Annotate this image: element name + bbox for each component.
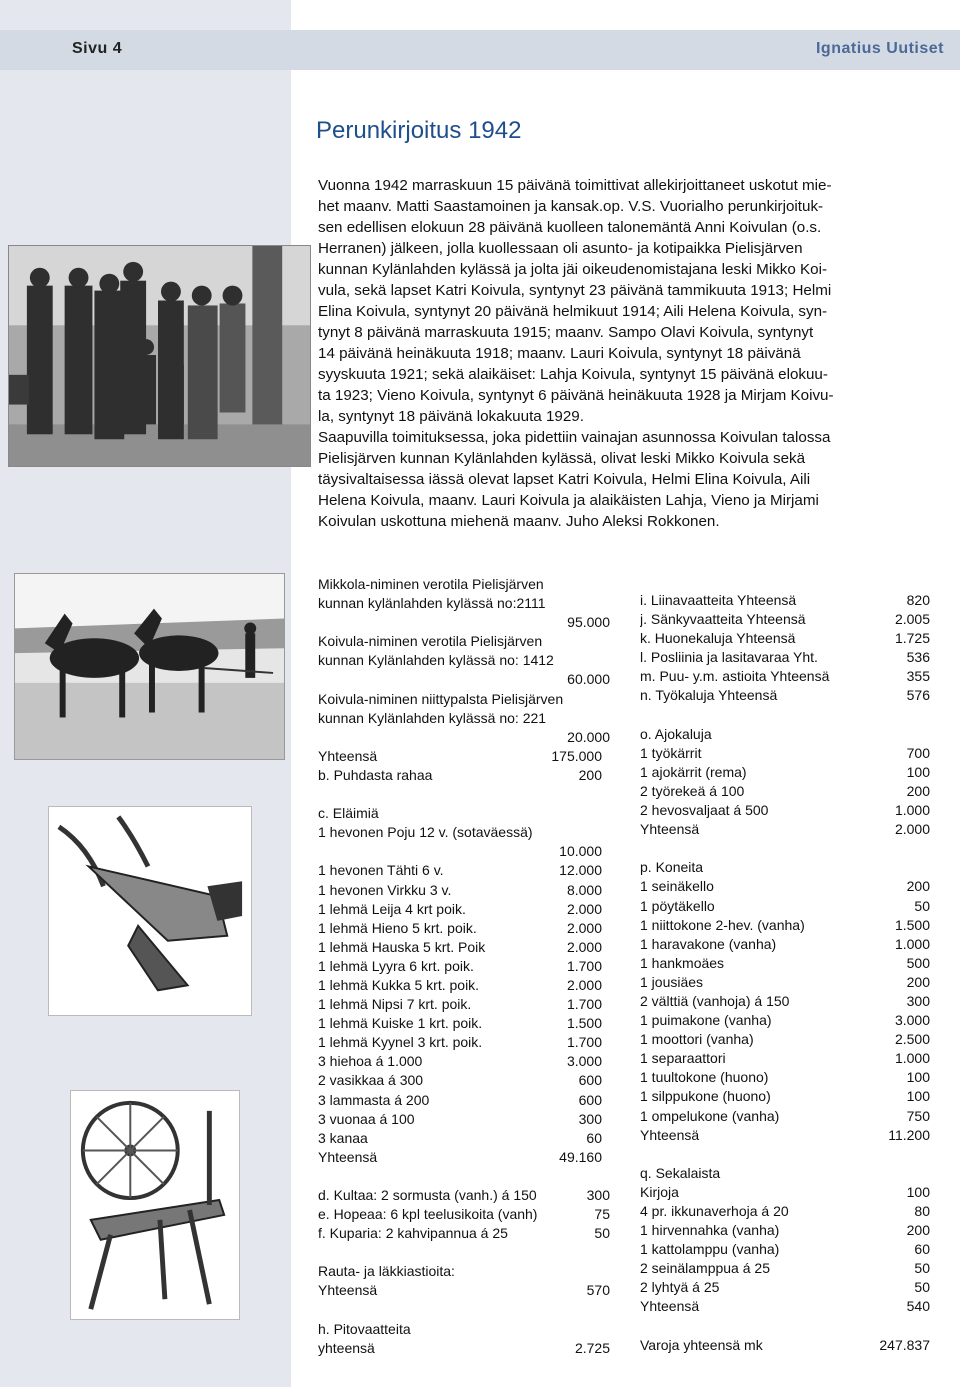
machine-row-value: 2.500 [894,1031,930,1048]
metal-row-label: f. Kuparia: 2 kahvipannua á 25 [318,1225,508,1242]
linen-row-value: 536 [906,649,930,666]
machine-row-value: 1.000 [894,1050,930,1067]
machine-row [640,1068,930,1087]
article-body [318,175,936,532]
machine-row-value: 3.000 [894,1012,930,1029]
metal-row-value: 300 [586,1187,610,1203]
animal-row-value: 300 [578,1110,602,1127]
animal-row-value: 2.000 [566,938,602,955]
animal-row [318,1091,602,1110]
animal-row-label: Yhteensä [318,1148,378,1165]
machine-row-label: 1 tuultokone (huono) [640,1069,769,1086]
machine-row [640,916,930,935]
family-photo [8,245,311,467]
machine-row-label: 1 niittokone 2-hev. (vanha) [640,916,805,933]
machine-row [640,877,930,896]
machine-row-value: 200 [906,973,930,990]
animal-row [318,1033,602,1052]
misc-row-value: 80 [914,1203,930,1219]
cash-row: b. Puhdasta rahaa 200 [318,766,602,783]
vehicles-list [640,744,930,839]
linen-row-value: 2.005 [894,611,930,628]
animal-row-label: 3 vuonaa á 100 [318,1110,415,1127]
inventory-column-mid [318,575,610,1358]
misc-row [640,1183,930,1202]
animal-row-label: 2 vasikkaa á 300 [318,1072,424,1089]
vehicle-row-value: 1.000 [894,802,930,819]
machine-row-value: 50 [914,897,930,914]
machine-row [640,954,930,973]
misc-row-label: Kirjoja [640,1183,679,1200]
spinning-wheel-drawing [70,1090,240,1320]
machine-row-value: 100 [906,1088,930,1105]
metal-row [318,1186,610,1205]
vehicle-row-value: 100 [906,763,930,780]
metal-row-value: 75 [594,1206,610,1223]
animal-row-value: 1.700 [566,1034,602,1051]
animal-row-label: 1 hevonen Virkku 3 v. [318,881,452,898]
vehicle-row-label: Yhteensä [640,821,700,838]
misc-list [640,1183,930,1317]
vehicle-row [640,744,930,763]
newspaper-name: Ignatius Uutiset [815,40,944,57]
machine-row-label: 1 haravakone (vanha) [640,935,777,952]
machine-row-label: 1 moottori (vanha) [640,1031,754,1048]
metal-row [318,1224,610,1243]
article-paragraph: Vuonna 1942 marraskuun 15 päivänä toimittivat allekirjoittaneet uskotut mie- het maanv. Matti Saastamoinen ja kansak.op. V.S. Vuorialho perunkirjoituk- sen edellisen elokuun 28 päivänä kuolleen talonemäntä Anni Koivulan (o.s. Herranen) jälkeen, jolla kuollessaan oli asunto- ja kotipaikka Pielisjärven kunnan Kylänlahden kylässä ja jolta jäi oikeudenomistajana leski Mikko Koi- vula, sekä lapset Katri Koivula, syntynyt 23 päivänä tammikuuta 1913; Helmi Elina Koivula, syntynyt 20 päivänä helmikuut 1914; Aili Helena Koivula, syn- tynyt 8 päivänä marraskuuta 1915; maanv. Sampo Olavi Koivula, syntynyt 14 päivänä heinäkuuta 1918; maanv. Lauri Koivula, syntynyt 18 päivänä syyskuuta 1921; sekä alaikäiset: Lahja Koivula, syntynyt 15 päivänä elokuu- ta 1923; Vieno Koivula, syntynyt 6 päivänä heinäkuuta 1928 ja Mirjam Koivu- la, syntynyt 18 päivänä lokakuuta 1929. [318,177,834,425]
machine-row-label: 1 seinäkello [640,878,714,895]
animal-row-value: 1.500 [566,1015,602,1032]
vehicle-row [640,820,930,839]
machine-row-label: 1 separaattori [640,1050,726,1067]
animal-row-label: 3 lammasta á 200 [318,1091,430,1108]
machine-row-label: 1 ompelukone (vanha) [640,1107,780,1124]
animal-row [318,938,602,957]
animal-row [318,1129,602,1148]
machine-row-label: 1 jousiäes [640,973,704,990]
animal-row [318,995,602,1014]
misc-row-value: 50 [914,1279,930,1296]
machine-row [640,973,930,992]
article-title: Perunkirjoitus 1942 [316,117,522,144]
machine-row-label: 1 silppukone (huono) [640,1088,771,1105]
animal-row-label: 1 lehmä Lyyra 6 krt. poik. [318,957,474,974]
vehicle-row-value: 700 [906,744,930,761]
animal-row [318,1071,602,1090]
machine-row [640,935,930,954]
animal-row-value: 2.000 [566,919,602,936]
machine-row-value: 11.200 [888,1126,930,1143]
animal-row-label: 1 lehmä Hauska 5 krt. Poik [318,938,486,955]
linen-row-value: 820 [906,592,930,608]
animal-row-value: 600 [578,1072,602,1089]
animal-row [318,976,602,995]
animal-row-value: 1.700 [566,996,602,1013]
machine-row-value: 300 [906,992,930,1009]
misc-row [640,1297,930,1316]
animal-row [318,900,602,919]
linen-row-label: n. Työkaluja Yhteensä [640,687,778,704]
animal-row [318,1052,602,1071]
vehicle-row-label: 2 työrekeä á 100 [640,782,745,799]
linen-row [640,591,930,610]
misc-row [640,1278,930,1297]
metals-list [318,1186,610,1243]
estate-item: Koivula-niminen niittypalsta Pielisjärven kunnan Kylänlahden kylässä no: 221 20.000 [318,690,610,745]
machine-row-value: 750 [906,1107,930,1124]
machine-row [640,897,930,916]
animal-row-value: 60 [586,1129,602,1146]
machine-row [640,1126,930,1145]
machine-row-label: 1 hankmoäes [640,954,725,971]
animal-row [318,881,602,900]
vehicle-row [640,782,930,801]
machine-row-value: 200 [906,878,930,895]
machine-row-value: 500 [906,954,930,971]
misc-heading: q. Sekalaista [640,1164,721,1181]
animal-row-value: 49.160 [559,1148,602,1165]
inventory-column-right [640,591,930,1355]
linens-list [640,591,930,706]
misc-row [640,1221,930,1240]
animal-value: 10.000 [559,843,602,860]
animals-heading: c. Eläimiä [318,805,379,822]
misc-row-value: 200 [906,1222,930,1239]
machine-row [640,1107,930,1126]
animal-row-label: 1 lehmä Kukka 5 krt. poik. [318,976,480,993]
linen-row-label: j. Sänkyvaatteita Yhteensä [640,611,806,628]
linen-row-label: m. Puu- y.m. astioita Yhteensä [640,668,830,685]
animal-row-label: 1 lehmä Hieno 5 krt. poik. [318,919,477,936]
animal-row-label: 1 lehmä Nipsi 7 krt. poik. [318,996,472,1013]
animal-row-value: 2.000 [566,976,602,993]
animal-row-value: 3.000 [566,1053,602,1070]
animal-row-label: 1 hevonen Tähti 6 v. [318,862,444,879]
machine-row-label: 1 pöytäkello [640,897,715,914]
animal-row [318,919,602,938]
animal-row [318,957,602,976]
machine-row [640,1011,930,1030]
animal-row-label: 3 hiehoa á 1.000 [318,1053,423,1070]
misc-row-label: 2 seinälamppua á 25 [640,1260,770,1277]
misc-row [640,1259,930,1278]
machine-row [640,992,930,1011]
machines-list [640,877,930,1144]
misc-row-label: Yhteensä [640,1298,700,1315]
machine-row-value: 1.000 [894,935,930,952]
animal-row-value: 2.000 [566,900,602,917]
misc-row [640,1240,930,1259]
machines-heading: p. Koneita [640,859,704,876]
misc-row-value: 540 [906,1298,930,1315]
linen-row [640,629,930,648]
horses-plowing-photo [14,573,285,760]
animal-row [318,1014,602,1033]
animal-row-value: 600 [578,1091,602,1108]
linen-row [640,667,930,686]
vehicle-row-value: 2.000 [894,821,930,838]
metal-row-label: e. Hopeaa: 6 kpl teelusikoita (vanh) [318,1206,538,1223]
vehicle-row-label: 1 työkärrit [640,744,702,761]
misc-row-value: 100 [906,1183,930,1200]
linen-row [640,648,930,667]
metal-row-value: 50 [594,1225,610,1242]
machine-row-label: Yhteensä [640,1126,700,1143]
animal-row [318,1110,602,1129]
animal-row-label: 1 lehmä Leija 4 krt poik. [318,900,466,917]
grand-total-row: Varoja yhteensä mk 247.837 [640,1336,930,1353]
vehicle-row [640,763,930,782]
misc-row-label: 4 pr. ikkunaverhoja á 20 [640,1203,789,1219]
linen-row [640,686,930,705]
metal-row [318,1205,610,1224]
animal-row-label: 1 lehmä Kyynel 3 krt. poik. [318,1034,483,1051]
vehicle-row-label: 1 ajokärrit (rema) [640,763,747,780]
machine-row-value: 1.500 [894,916,930,933]
animal-row [318,1148,602,1167]
linen-row-label: l. Posliinia ja lasitavaraa Yht. [640,649,818,666]
textiles-total-row: yhteensä 2.725 [318,1339,610,1356]
machine-row [640,1049,930,1068]
vehicle-row-value: 200 [906,782,930,799]
linen-row [640,610,930,629]
animal-row [318,861,602,880]
linen-row-value: 355 [906,668,930,685]
linen-row-label: k. Huonekaluja Yhteensä [640,630,796,647]
vehicles-heading: o. Ajokaluja [640,725,712,742]
animal-label: 1 hevonen Poju 12 v. (sotaväessä) [318,824,533,841]
plough-drawing [48,806,252,1016]
estate-item: Koivula-niminen verotila Pielisjärven kunnan Kylänlahden kylässä no: 1412 60.000 [318,633,610,688]
iron-heading: Rauta- ja läkkiastioita: [318,1263,455,1280]
misc-row-label: 2 lyhtyä á 25 [640,1279,720,1296]
machine-row [640,1087,930,1106]
animal-row-label: 3 kanaa [318,1129,368,1146]
misc-row-value: 50 [914,1260,930,1277]
misc-row-value: 60 [914,1241,930,1258]
animal-row-value: 1.700 [566,957,602,974]
machine-row-label: 2 välttiä (vanhoja) á 150 [640,992,790,1009]
iron-total-row: Yhteensä 570 [318,1282,610,1299]
linen-row-value: 576 [906,687,930,704]
misc-row-label: 1 hirvennahka (vanha) [640,1222,780,1239]
misc-row-label: 1 kattolamppu (vanha) [640,1241,780,1258]
machine-row [640,1030,930,1049]
metal-row-label: d. Kultaa: 2 sormusta (vanh.) á 150 [318,1187,537,1203]
misc-row [640,1202,930,1221]
animal-row-label: 1 lehmä Kuiske 1 krt. poik. [318,1015,483,1032]
textiles-heading: h. Pitovaatteita [318,1320,411,1337]
vehicle-row-label: 2 hevosvaljaat á 500 [640,802,769,819]
estate-item: Mikkola-niminen verotila Pielisjärven kunnan kylänlahden kylässä no:2111 95.000 [318,576,610,631]
article-paragraph: Saapuvilla toimituksessa, joka pidettiin vainajan asunnossa Koivulan talossa Pielisjärven kunnan Kylänlahden kylässä, olivat leski Mikko Koivula sekä täysivaltaisessa iässä olevat lapset Katri Koivula, Helmi Elina Koivula, Aili Helena Koivula, maanv. Lauri Koivula ja alaikäisten Lahja, Vieno ja Mirjami Koivulan uskottuna miehenä maanv. Juho Aleksi Rokkonen. [318,429,831,530]
vehicle-row [640,801,930,820]
animals-list [318,861,610,1167]
animal-row-value: 8.000 [566,881,602,898]
linen-row-value: 1.725 [894,630,930,647]
animal-row-value: 12.000 [559,862,602,879]
machine-row-label: 1 puimakone (vanha) [640,1012,772,1029]
estate-total-row: Yhteensä 175.000 [318,747,602,764]
page-number: Sivu 4 [72,40,123,57]
machine-row-value: 100 [906,1069,930,1086]
linen-row-label: i. Liinavaatteita Yhteensä [640,592,797,608]
